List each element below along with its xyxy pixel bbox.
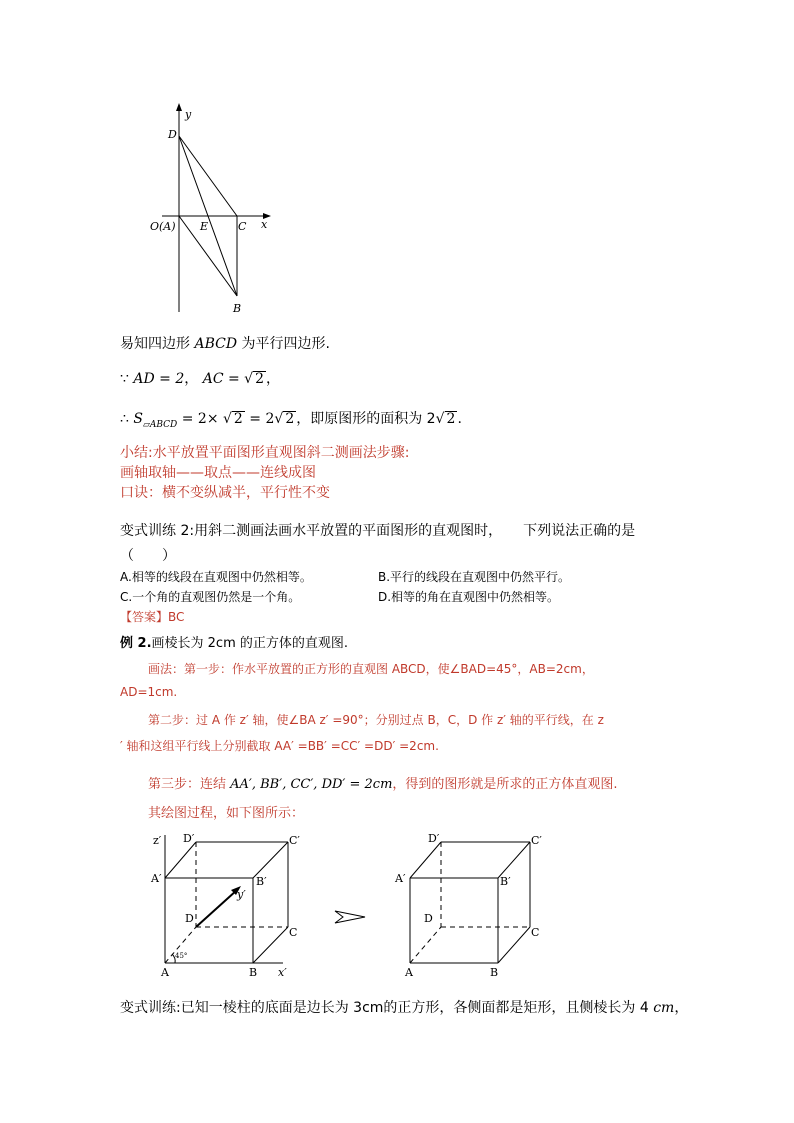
label-a: A	[161, 966, 169, 979]
transition-arrow-icon	[333, 907, 367, 927]
label-x: x	[261, 218, 268, 231]
text: 易知四边形	[120, 336, 195, 352]
label-angle: 45°	[175, 952, 188, 960]
label-z: z′	[153, 834, 162, 847]
label-d1: D′	[183, 832, 195, 845]
step4-line: 其绘图过程，如下图所示：	[148, 806, 305, 821]
label-d: D	[185, 912, 194, 925]
label-c: C	[531, 926, 540, 939]
label-y: y′	[237, 888, 246, 901]
label-d: D	[424, 912, 433, 925]
label-y: y	[185, 108, 192, 121]
option-a: A.相等的线段在直观图中仍然相等。	[120, 570, 312, 584]
label-e: E	[200, 220, 209, 233]
label-b: B	[490, 966, 499, 979]
label-c: C	[238, 220, 247, 233]
step3-math: AA′, BB′, CC′, DD′ = 2cm	[230, 777, 393, 792]
label-c1: C′	[289, 834, 300, 847]
sqrt-value: 2	[255, 371, 264, 387]
exercise-paren: （ ）	[120, 548, 176, 564]
label-b1: B′	[500, 875, 511, 888]
step3-prefix: 第三步：连结	[148, 777, 231, 792]
label-b: B	[233, 302, 242, 315]
example-number: 例 2.	[120, 636, 152, 651]
summary-line-2: 画轴取轴——取点——连线成图	[120, 465, 316, 481]
option-c: C.一个角的直观图仍然是一个角。	[120, 590, 301, 604]
math-ad: AD = 2	[133, 371, 185, 387]
segment-dc	[179, 136, 237, 216]
prism-exercise	[120, 997, 688, 1017]
label-b: B	[249, 966, 258, 979]
unit: cm	[653, 1000, 675, 1016]
step3-line	[148, 773, 618, 792]
label-o: O(A)	[150, 220, 176, 233]
text: = 2	[244, 411, 275, 427]
step2-line-a: 第二步：过 A 作 z′ 轴，使∠BA z′ =90°；分别过点 B，C，D 作 z′ 轴的平行线，在 z	[148, 713, 604, 727]
text: 为平行四边形.	[237, 336, 330, 352]
label-x: x′	[278, 966, 287, 979]
label-d: D	[168, 128, 177, 141]
label-a: A	[405, 966, 413, 979]
step2-line-b: ′ 轴和这组平行线上分别截取 AA′ =BB′ =CC′ =DD′ =2cm.	[120, 739, 439, 753]
math-abcd: ABCD	[194, 336, 238, 352]
math-ac: AC =	[202, 371, 245, 387]
label-d1: D′	[428, 832, 440, 845]
label-b1: B′	[256, 875, 267, 888]
text: ，	[184, 371, 199, 387]
answer-tag: 【答案】	[120, 610, 169, 624]
y-arrow	[176, 103, 182, 111]
answer-value: BC	[168, 610, 185, 624]
because-symbol: ∵	[120, 371, 129, 387]
math-s: S	[133, 411, 143, 427]
label-c: C	[289, 926, 298, 939]
text: ，	[674, 1000, 689, 1016]
label-c1: C′	[531, 834, 542, 847]
cube-construction-figure	[145, 830, 315, 980]
example-title	[120, 632, 348, 651]
text: 变式训练:已知一棱柱的底面是边长为 3cm的正方形，各侧面都是矩形，且侧棱长为 4	[120, 1000, 654, 1016]
finished-cube-figure	[390, 830, 550, 980]
option-b: B.平行的线段在直观图中仍然平行。	[378, 570, 571, 584]
text: ，即原图形的面积为 2	[296, 411, 436, 427]
parallelogram-figure	[140, 100, 280, 320]
area-statement: ∴ $S_{▱ABCD} = 2\times$ √ 2 = 2√ 2 ，即原图形的面积为 2√ 2 .	[120, 411, 462, 430]
therefore-symbol: ∴	[120, 411, 129, 427]
step1-line-b: AD=1cm.	[120, 685, 178, 699]
answer-line	[120, 608, 184, 625]
option-d: D.相等的角在直观图中仍然相等。	[378, 590, 560, 604]
exercise-question: 变式训练 2:用斜二测画法画水平放置的平面图形的直观图时， 下列说法正确的是	[120, 523, 636, 539]
step3-suffix: ，得到的图形就是所求的正方体直观图.	[392, 777, 618, 792]
given-statement: ∵ AD = 2， AC = √ 2 ，	[120, 371, 280, 387]
text: ，	[266, 371, 280, 387]
text: .	[457, 411, 462, 427]
text: = 2×	[177, 411, 223, 427]
sqrt-value: 2	[446, 411, 456, 427]
step1-line-a: 画法：第一步：作水平放置的正方形的直观图 ABCD，使∠BAD=45°，AB=2cm，	[148, 662, 594, 676]
label-a1: A′	[395, 872, 406, 885]
example-text: 画棱长为 2cm 的正方体的直观图.	[151, 636, 348, 651]
summary-line-1: 小结:水平放置平面图形直观图斜二测画法步骤:	[120, 445, 410, 461]
label-a1: A′	[151, 872, 162, 885]
summary-line-3: 口诀：横不变纵减半，平行性不变	[120, 485, 330, 501]
parallelogram-statement	[120, 333, 330, 353]
sqrt-value: 2	[285, 411, 295, 427]
math-sub: ▱ABCD	[142, 419, 178, 430]
sqrt-value: 2	[233, 411, 243, 427]
